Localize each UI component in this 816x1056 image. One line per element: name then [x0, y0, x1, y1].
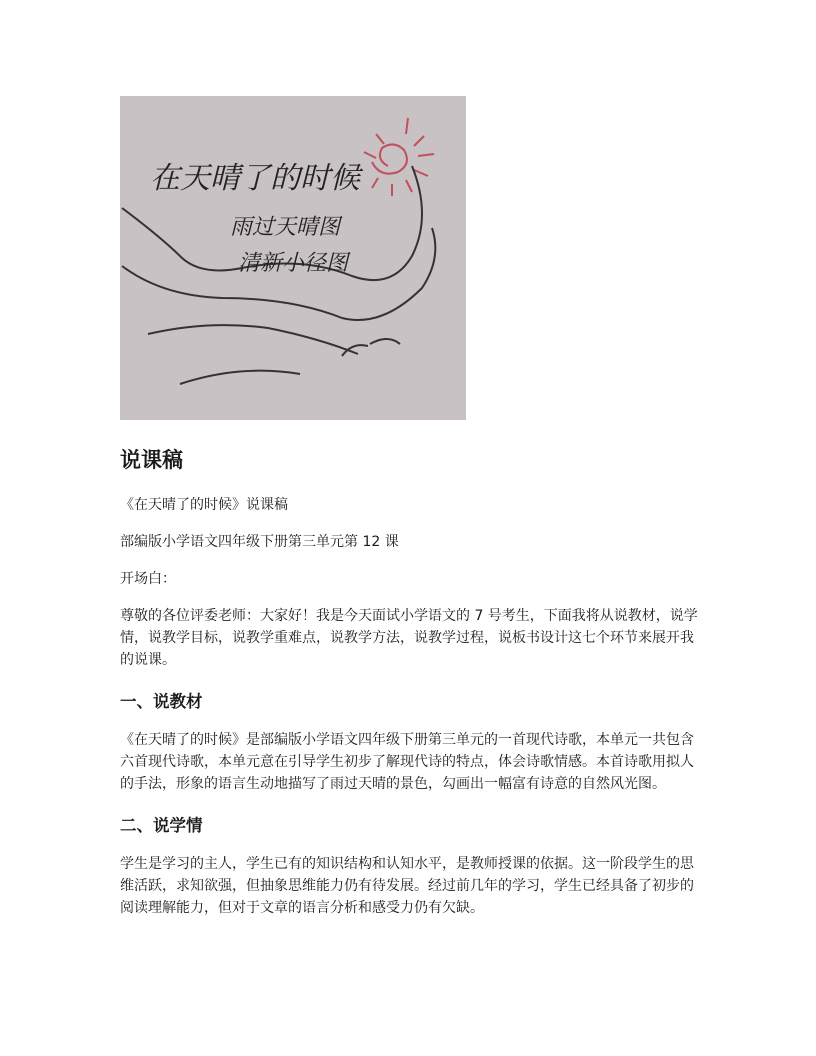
- handwritten-line-2: 清新小径图: [238, 251, 349, 276]
- section-body-textbook: 《在天晴了的时候》是部编版小学语文四年级下册第三单元的一首现代诗歌，本单元一共包含六首现代诗歌，本单元意在引导学生初步了解现代诗的特点，体会诗歌情感。本首诗歌用拟人的手法，形象的语言生动地描写了雨过天晴的景色，勾画出一幅富有诗意的自然风光图。: [120, 732, 694, 792]
- opening-text: 尊敬的各位评委老师：大家好！我是今天面试小学语文的 7 号考生，下面我将从说教材，说学情，说教学目标，说教学重难点，说教学方法，说教学过程，说板书设计这七个环节来展开我的说课。: [120, 608, 698, 668]
- document-page: [120, 96, 700, 919]
- section-body-students: 学生是学习的主人，学生已有的知识结构和认知水平，是教师授课的依据。这一阶段学生的思维活跃，求知欲强，但抽象思维能力仍有待发展。经过前几年的学习，学生已经具备了初步的阅读理解能力，但对于文章的语言分析和感受力仍有欠缺。: [120, 856, 694, 916]
- section-heading-students: 二、说学情: [120, 816, 203, 835]
- opening-label: 开场白：: [120, 571, 176, 587]
- handwritten-line-1: 雨过天晴图: [230, 215, 341, 240]
- subtitle: 《在天晴了的时候》说课稿: [120, 497, 288, 513]
- section-heading-textbook: 一、说教材: [120, 692, 203, 711]
- blackboard-sketch-image: [120, 96, 466, 420]
- sketch-drawing: [120, 96, 466, 420]
- course-info: 部编版小学语文四年级下册第三单元第 12 课: [120, 534, 399, 550]
- handwritten-title: 在天晴了的时候: [150, 161, 360, 196]
- page-title: 说课稿: [120, 448, 183, 472]
